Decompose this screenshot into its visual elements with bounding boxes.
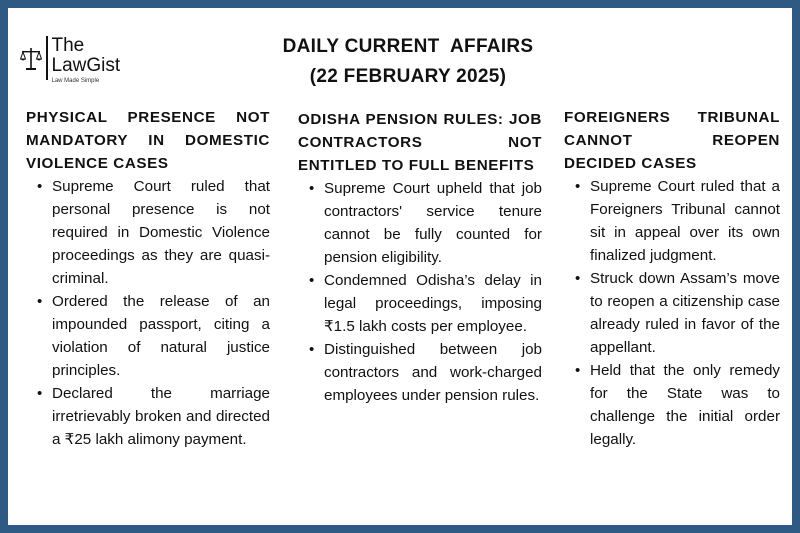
list-item: • Struck down Assam’s move to reopen a citizenship case already ruled in favor of the appellant. — [590, 267, 780, 359]
title-line2: (22 FEBRUARY 2025) — [309, 66, 507, 87]
list-item: • Supreme Court upheld that job contractors' service tenure cannot be fully counted for pension eligibility. — [324, 177, 542, 269]
lawgist-logo — [20, 36, 120, 86]
page-title — [238, 32, 578, 92]
column-2-heading: ODISHA PENSION RULES: JOB CONTRACTORS NOT ENTITLED TO FULL BENEFITS — [298, 111, 542, 174]
logo-name-line1: The — [51, 35, 85, 56]
list-item: • Supreme Court ruled that personal presence is not required in Domestic Violence proceedings as they are quasi-criminal. — [52, 175, 270, 290]
title-line1: DAILY CURRENT AFFAIRS — [282, 36, 534, 57]
news-column-3 — [564, 106, 780, 451]
list-item: • Ordered the release of an impounded passport, citing a violation of natural justice principles. — [52, 290, 270, 382]
logo-divider — [46, 36, 48, 80]
column-1-heading: PHYSICAL PRESENCE NOT MANDATORY IN DOMESTIC VIOLENCE CASES — [26, 109, 270, 172]
logo-wordmark — [52, 36, 121, 84]
list-item: • Condemned Odisha’s delay in legal proceedings, imposing ₹1.5 lakh costs per employee. — [324, 269, 542, 338]
column-3-heading: FOREIGNERS TRIBUNAL CANNOT REOPEN DECIDED CASES — [564, 109, 780, 172]
list-item: • Held that the only remedy for the State was to challenge the initial order legally. — [590, 359, 780, 451]
logo-name-line2: LawGist — [51, 55, 121, 76]
list-item: • Distinguished between job contractors and work-charged employees under pension rules. — [324, 338, 542, 407]
news-column-1 — [26, 106, 270, 451]
current-affairs-card — [8, 8, 792, 525]
column-2-bullets — [298, 177, 542, 407]
news-column-2 — [298, 108, 542, 407]
scales-of-justice-icon — [20, 46, 42, 72]
list-item: • Declared the marriage irretrievably broken and directed a ₹25 lakh alimony payment. — [52, 382, 270, 451]
logo-tagline: Law Made Simple — [51, 78, 100, 84]
list-item: • Supreme Court ruled that a Foreigners Tribunal cannot sit in appeal over its own finalized judgment. — [590, 175, 780, 267]
column-3-bullets — [564, 175, 780, 451]
column-1-bullets — [26, 175, 270, 451]
